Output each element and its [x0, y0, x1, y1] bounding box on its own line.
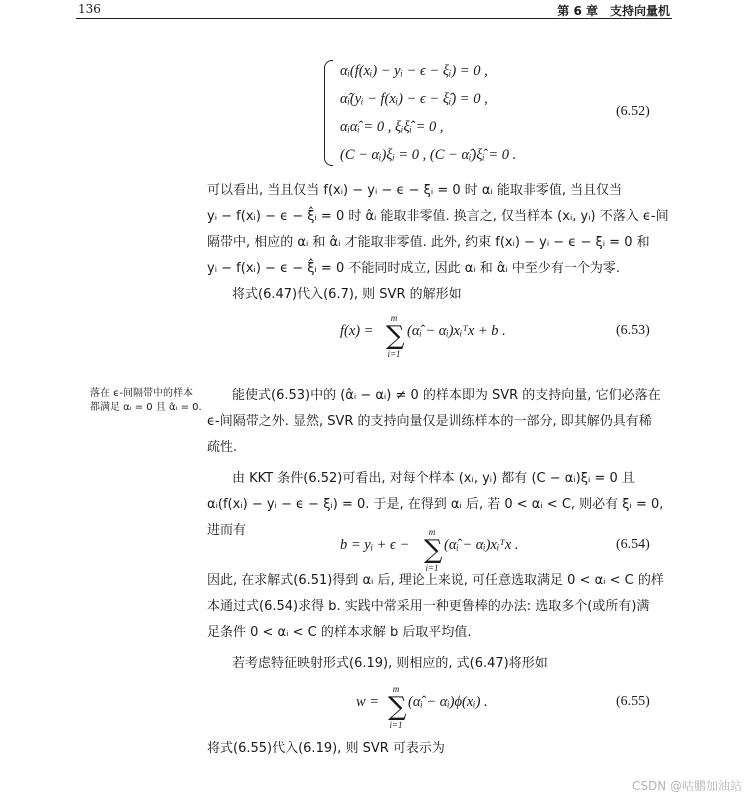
eq-6-54-sub: i=1 [425, 563, 439, 573]
eq-6-52-line-3: αᵢα̂ᵢ = 0 , ξᵢξ̂ᵢ = 0 , [340, 119, 444, 135]
eq-6-53-sub: i=1 [387, 349, 401, 359]
cases-brace [324, 60, 333, 166]
margin-note-line-2: 都满足 αᵢ = 0 且 α̂ᵢ = 0. [90, 402, 202, 413]
eq-6-54-sum [424, 527, 443, 573]
header-rule [76, 18, 672, 19]
page-number: 136 [78, 2, 101, 16]
eq-6-53-rhs: (α̂ᵢ − αᵢ)xᵢᵀx + b . [407, 323, 506, 339]
eq-6-52-line-4: (C − αᵢ)ξᵢ = 0 , (C − α̂ᵢ)ξ̂ᵢ = 0 . [340, 147, 517, 163]
eq-6-53-number: (6.53) [616, 323, 650, 338]
eq-6-55-lhs: w = [356, 694, 380, 710]
watermark: CSDN @咕鹏加油站 [631, 779, 742, 793]
eq-6-53-sup: m [390, 313, 398, 323]
eq-6-54-lhs: b = yᵢ + ϵ − [340, 537, 410, 553]
eq-6-53-sum [386, 313, 405, 359]
summation-icon: ∑ [424, 535, 443, 565]
para-4-line-3: 进而有 [207, 523, 247, 538]
para-1-line-2: yᵢ − f(xᵢ) − ϵ − ξ̂ᵢ = 0 时 α̂ᵢ 能取非零值. 换言之, 仅当样本 (xᵢ, yᵢ) 不落入 ϵ-间 [207, 209, 669, 224]
eq-6-55-number: (6.55) [616, 694, 650, 709]
chapter-title: 第 6 章 支持向量机 [557, 4, 670, 18]
eq-6-54-sup: m [428, 527, 436, 537]
eq-6-54-number: (6.54) [616, 537, 650, 552]
para-5-line-1: 因此, 在求解式(6.51)得到 αᵢ 后, 理论上来说, 可任意选取满足 0 < αᵢ < C 的样 [207, 573, 664, 588]
eq-6-52-line-2: α̂ᵢ(yᵢ − f(xᵢ) − ϵ − ξ̂ᵢ) = 0 , [340, 91, 488, 107]
para-5-line-3: 足条件 0 < αᵢ < C 的样本求解 b 后取平均值. [207, 625, 472, 640]
para-1-line-3: 隔带中, 相应的 αᵢ 和 α̂ᵢ 才能取非零值. 此外, 约束 f(xᵢ) − yᵢ − ϵ − ξᵢ = 0 和 [207, 235, 650, 250]
eq-6-52-number: (6.52) [616, 104, 650, 119]
para-3-line-3: 疏性. [207, 440, 238, 455]
para-4-line-1: 由 KKT 条件(6.52)可看出, 对每个样本 (xᵢ, yᵢ) 都有 (C − αᵢ)ξᵢ = 0 且 [232, 471, 635, 486]
summation-icon: ∑ [386, 321, 405, 351]
para-6: 若考虑特征映射形式(6.19), 则相应的, 式(6.47)将形如 [232, 656, 548, 671]
eq-6-52-line-1: αᵢ(f(xᵢ) − yᵢ − ϵ − ξᵢ) = 0 , [340, 63, 488, 79]
para-1-line-4: yᵢ − f(xᵢ) − ϵ − ξ̂ᵢ = 0 不能同时成立, 因此 αᵢ 和 α̂ᵢ 中至少有一个为零. [207, 261, 621, 276]
eq-6-55-rhs: (α̂ᵢ − αᵢ)ϕ(xᵢ) . [408, 694, 488, 710]
eq-6-53-lhs: f(x) = [340, 323, 374, 339]
para-5-line-2: 本通过式(6.54)求得 b. 实践中常采用一种更鲁棒的办法: 选取多个(或所有)满 [207, 599, 650, 614]
para-7: 将式(6.55)代入(6.19), 则 SVR 可表示为 [207, 741, 445, 756]
summation-icon: ∑ [388, 692, 407, 722]
eq-6-55-sum [388, 684, 407, 730]
para-3-line-1: 能使式(6.53)中的 (α̂ᵢ − αᵢ) ≠ 0 的样本即为 SVR 的支持向量, 它们必落在 [232, 388, 661, 403]
para-4-line-2: αᵢ(f(xᵢ) − yᵢ − ϵ − ξᵢ) = 0. 于是, 在得到 αᵢ 后, 若 0 < αᵢ < C, 则必有 ξᵢ = 0, [207, 497, 664, 512]
para-1-line-1: 可以看出, 当且仅当 f(xᵢ) − yᵢ − ϵ − ξᵢ = 0 时 αᵢ 能取非零值, 当且仅当 [207, 183, 623, 198]
eq-6-55-sup: m [392, 684, 400, 694]
para-2: 将式(6.47)代入(6.7), 则 SVR 的解形如 [232, 287, 462, 302]
para-3-line-2: ϵ-间隔带之外. 显然, SVR 的支持向量仅是训练样本的一部分, 即其解仍具有稀 [207, 414, 652, 429]
eq-6-54-rhs: (α̂ᵢ − αᵢ)xᵢᵀx . [444, 537, 519, 553]
margin-note-line-1: 落在 ϵ-间隔带中的样本 [90, 388, 193, 399]
eq-6-55-sub: i=1 [389, 720, 403, 730]
